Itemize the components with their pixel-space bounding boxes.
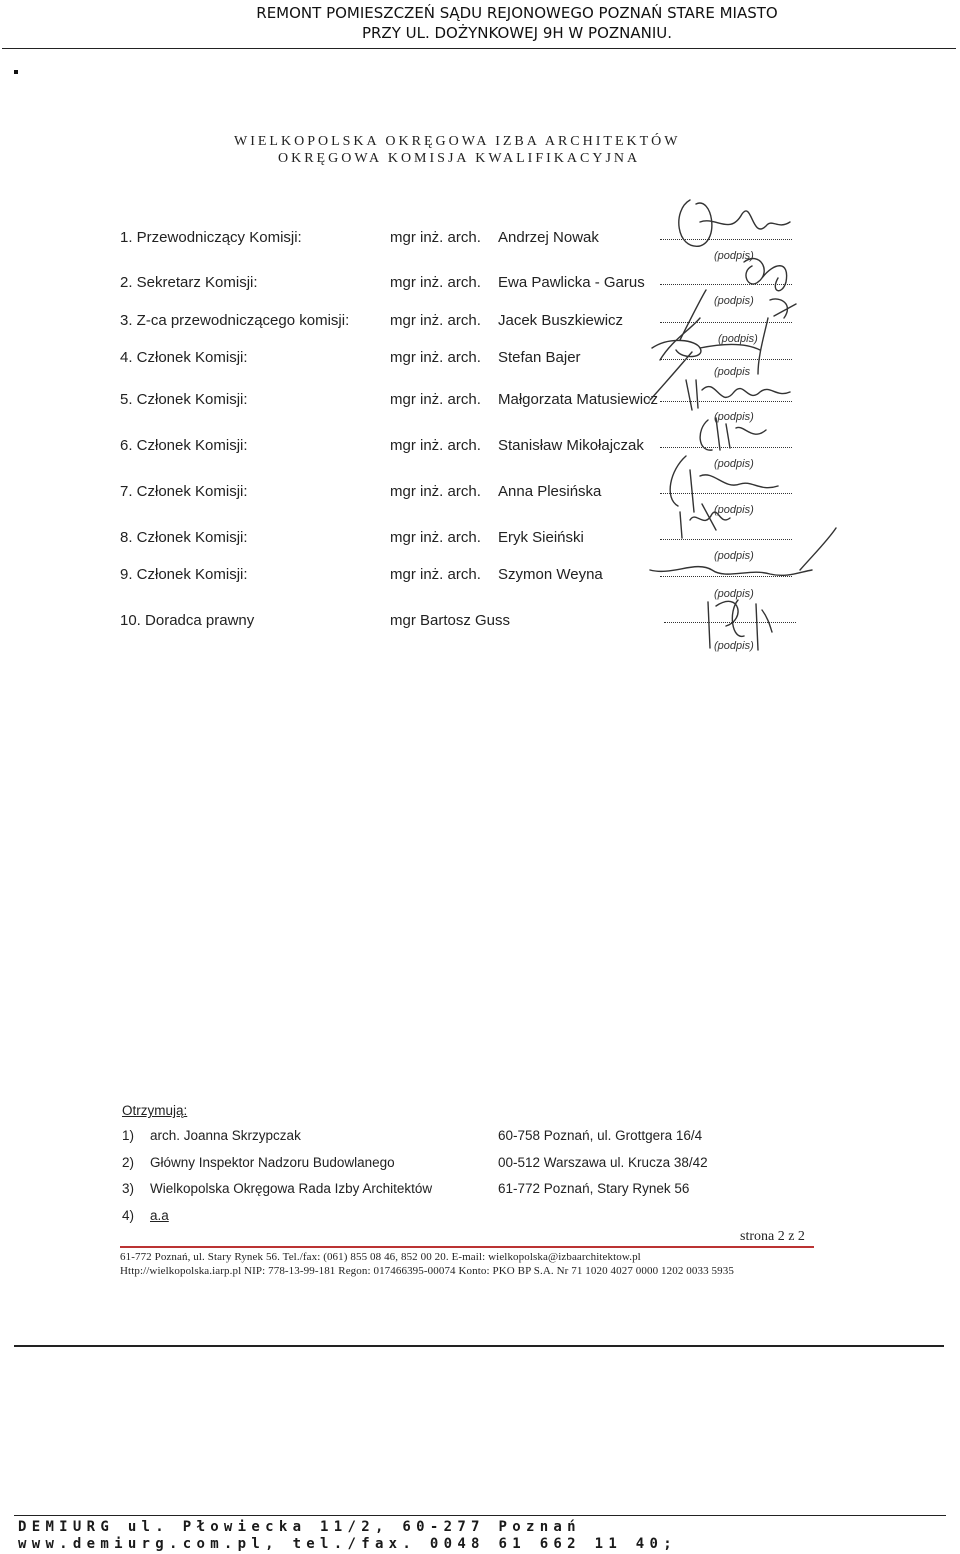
letterhead-footer-line-1: 61-772 Poznań, ul. Stary Rynek 56. Tel./fax: (061) 855 08 46, 852 00 20. E-mail: wielkopolska@izbaarchitektow.pl xyxy=(120,1251,641,1263)
signature-caption: (podpis) xyxy=(714,640,754,652)
member-name: Szymon Weyna xyxy=(498,566,603,583)
member-role: 6. Członek Komisji: xyxy=(120,437,248,454)
member-title: mgr inż. arch. xyxy=(390,312,481,329)
member-name: Stefan Bajer xyxy=(498,349,581,366)
company-footer-line-1: DEMIURG ul. Płowiecka 11/2, 60-277 Poznań xyxy=(18,1519,581,1535)
recipient-name: Główny Inspektor Nadzoru Budowlanego xyxy=(150,1155,395,1170)
recipient-name: arch. Joanna Skrzypczak xyxy=(150,1128,301,1143)
signature-caption: (podpis xyxy=(714,366,751,378)
member-title: mgr inż. arch. xyxy=(390,566,481,583)
member-name: Ewa Pawlicka - Garus xyxy=(498,274,645,291)
signature-caption: (podpis) xyxy=(714,504,754,516)
footer-divider xyxy=(120,1246,814,1248)
member-name: Małgorzata Matusiewicz xyxy=(498,391,659,408)
scan-edge-line xyxy=(14,1345,944,1347)
recipients-heading: Otrzymują: xyxy=(122,1103,188,1118)
member-role: 1. Przewodniczący Komisji: xyxy=(120,229,302,246)
signature-caption: (podpis) xyxy=(714,250,754,262)
org-name-line-2: OKRĘGOWA KOMISJA KWALIFIKACYJNA xyxy=(278,151,641,166)
member-name: Stanisław Mikołajczak xyxy=(498,437,644,454)
member-role: 5. Członek Komisji: xyxy=(120,391,248,408)
member-title: mgr inż. arch. xyxy=(390,391,481,408)
recipient-number: 3) xyxy=(122,1181,135,1196)
header-line-1: REMONT POMIESZCZEŃ SĄDU REJONOWEGO POZNAŃ STARE MIASTO xyxy=(256,4,778,22)
company-footer-divider xyxy=(14,1515,946,1516)
signature-caption: (podpis) xyxy=(714,458,754,470)
handwritten-signatures xyxy=(0,0,960,700)
recipient-address: 60-758 Poznań, ul. Grottgera 16/4 xyxy=(498,1128,703,1143)
org-name-line-1: WIELKOPOLSKA OKRĘGOWA IZBA ARCHITEKTÓW xyxy=(234,134,681,149)
member-role: 2. Sekretarz Komisji: xyxy=(120,274,258,291)
recipients-heading-row xyxy=(0,1103,960,1123)
signature-caption: (podpis) xyxy=(714,588,754,600)
recipient-row xyxy=(0,1208,960,1228)
member-title: mgr inż. arch. xyxy=(390,274,481,291)
member-role: 4. Członek Komisji: xyxy=(120,349,248,366)
member-name: Anna Plesińska xyxy=(498,483,602,500)
recipient-address: 00-512 Warszawa ul. Krucza 38/42 xyxy=(498,1155,708,1170)
member-title: mgr inż. arch. xyxy=(390,349,481,366)
member-role: 7. Członek Komisji: xyxy=(120,483,248,500)
member-title: mgr inż. arch. xyxy=(390,529,481,546)
member-name: Jacek Buszkiewicz xyxy=(498,312,624,329)
recipient-number: 2) xyxy=(122,1155,135,1170)
letterhead-footer-line-2: Http://wielkopolska.iarp.pl NIP: 778-13-99-181 Regon: 017466395-00074 Konto: PKO BP S.A. Nr 71 1020 4027 0000 1202 0033 5935 xyxy=(120,1265,734,1277)
member-role: 8. Członek Komisji: xyxy=(120,529,248,546)
header-line-2: PRZY UL. DOŻYNKOWEJ 9H W POZNANIU. xyxy=(361,24,673,42)
member-title: mgr inż. arch. xyxy=(390,229,481,246)
signature-caption: (podpis) xyxy=(714,550,754,562)
signature-caption: (podpis) xyxy=(714,411,754,423)
signature-caption: (podpis) xyxy=(714,295,754,307)
member-title: mgr inż. arch. xyxy=(390,483,481,500)
member-role: 10. Doradca prawny xyxy=(120,612,255,629)
recipient-row xyxy=(0,1155,960,1175)
member-title: mgr inż. arch. xyxy=(390,437,481,454)
member-name: Andrzej Nowak xyxy=(498,229,599,246)
recipient-name: a.a xyxy=(150,1208,169,1223)
signature-caption: (podpis) xyxy=(718,333,758,345)
member-role: 9. Członek Komisji: xyxy=(120,566,248,583)
company-footer-line-2: www.demiurg.com.pl, tel./fax. 0048 61 662 11 40; xyxy=(18,1536,677,1552)
recipient-row xyxy=(0,1128,960,1148)
recipient-row xyxy=(0,1181,960,1201)
recipient-number: 1) xyxy=(122,1128,135,1143)
recipient-address: 61-772 Poznań, Stary Rynek 56 xyxy=(498,1181,690,1196)
member-role: 3. Z-ca przewodniczącego komisji: xyxy=(120,312,350,329)
member-name: Eryk Sieiński xyxy=(498,529,584,546)
member-title: mgr Bartosz Guss xyxy=(390,612,511,629)
page-number: strona 2 z 2 xyxy=(740,1229,805,1244)
recipient-name: Wielkopolska Okręgowa Rada Izby Architektów xyxy=(150,1181,433,1196)
recipient-number: 4) xyxy=(122,1208,135,1223)
